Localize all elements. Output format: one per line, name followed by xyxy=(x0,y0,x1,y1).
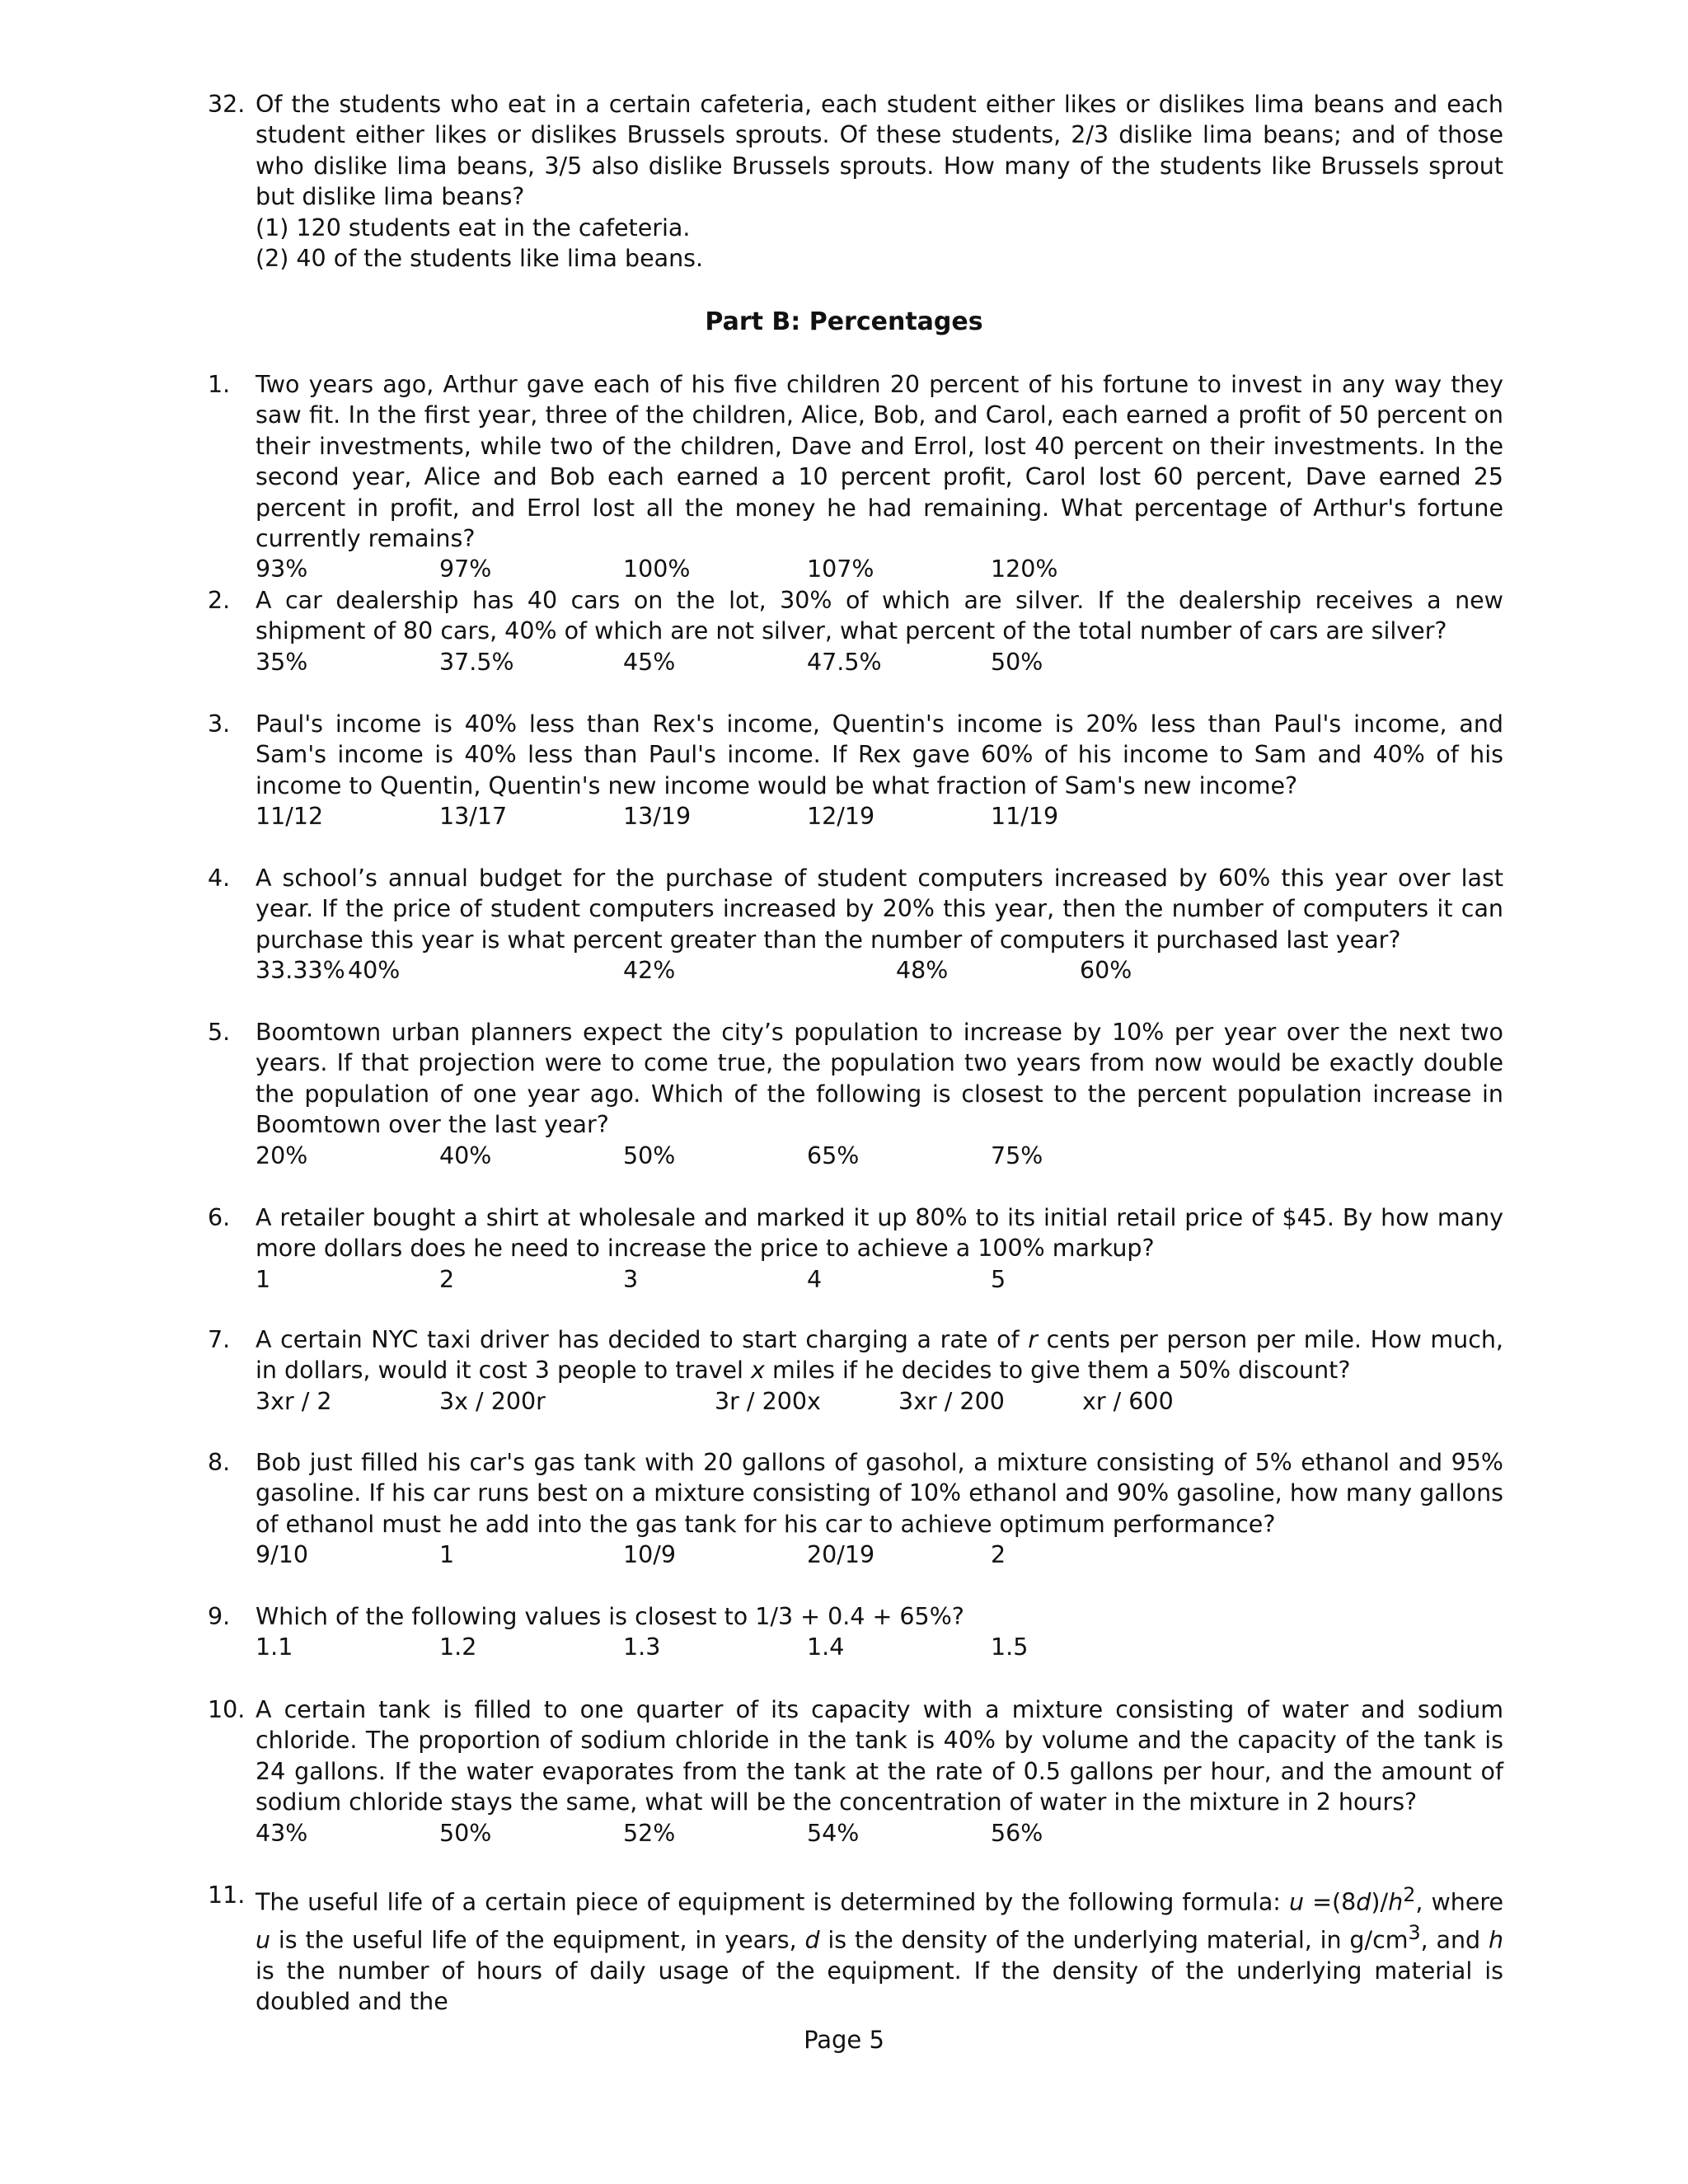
question-3 xyxy=(208,709,1503,832)
exponent: 2 xyxy=(1403,1883,1416,1906)
answer-options xyxy=(256,554,1503,584)
variable-x: x xyxy=(751,1357,765,1385)
answer-options xyxy=(256,1818,1503,1849)
variable-d: d xyxy=(1356,1888,1372,1916)
variable-u: u xyxy=(1288,1888,1305,1916)
question-text: A retailer bought a shirt at wholesale and marked it up 80% to its initial retail price of $45. By how many more dollars does he need to increase the price to achieve a 100% markup? xyxy=(256,1204,1503,1263)
option-c: 13/19 xyxy=(623,803,692,831)
text-segment: cents per person per mile. How much, in dollars, would it cost 3 people to travel xyxy=(256,1326,1503,1385)
option-d: 54% xyxy=(807,1819,860,1847)
option-e: 1.5 xyxy=(991,1633,1029,1661)
variable-h: h xyxy=(1488,1926,1504,1954)
option-d: 107% xyxy=(807,555,874,583)
option-a: 1.1 xyxy=(256,1633,293,1661)
question-number: 2. xyxy=(208,587,231,614)
text-segment: is the density of the underlying material, in g/cm xyxy=(819,1926,1409,1954)
answer-options xyxy=(256,1632,1503,1662)
formula-segment: )/ xyxy=(1371,1888,1389,1916)
question-1 xyxy=(208,369,1503,585)
option-c: 45% xyxy=(623,648,676,676)
option-b: 13/17 xyxy=(439,803,508,831)
option-b: 50% xyxy=(439,1819,492,1847)
question-7 xyxy=(208,1324,1503,1417)
text-segment: The useful life of a certain piece of equipment is determined by the following formula: xyxy=(256,1888,1289,1916)
variable-h: h xyxy=(1388,1888,1404,1916)
option-b: 1.2 xyxy=(439,1633,477,1661)
option-a: 33.33% xyxy=(256,957,345,985)
question-6 xyxy=(208,1202,1503,1295)
option-d: 65% xyxy=(807,1141,860,1169)
question-32 xyxy=(208,89,1503,274)
option-a: 20% xyxy=(256,1141,308,1169)
answer-options xyxy=(256,1540,1503,1570)
text-segment: miles if he decides to give them a 50% discount? xyxy=(764,1357,1351,1385)
option-d: 12/19 xyxy=(807,803,875,831)
option-d: 20/19 xyxy=(807,1541,875,1569)
question-text xyxy=(256,1880,1503,2018)
question-8 xyxy=(208,1447,1503,1571)
question-number: 7. xyxy=(208,1326,231,1353)
exponent: 3 xyxy=(1408,1920,1421,1944)
option-e: 120% xyxy=(991,555,1058,583)
answer-options xyxy=(256,647,1503,677)
option-a: 11/12 xyxy=(256,803,324,831)
question-number: 4. xyxy=(208,865,231,892)
option-e: 60% xyxy=(1080,957,1132,985)
question-text: Paul's income is 40% less than Rex's income, Quentin's income is 20% less than Paul's income, and Sam's income is 40% less than Paul's income. If Rex gave 60% of his income to Sam and 40% of his income to Quentin, Quentin's new income would be what fraction of Sam's new income? xyxy=(256,710,1503,799)
option-c: 3r / 200x xyxy=(715,1387,821,1415)
option-b: 3x / 200r xyxy=(439,1387,546,1415)
answer-options xyxy=(256,801,1503,832)
question-5 xyxy=(208,1017,1503,1171)
option-e: 2 xyxy=(991,1541,1006,1569)
text-segment: , and xyxy=(1420,1926,1489,1954)
option-a: 1 xyxy=(256,1265,271,1293)
option-e: 75% xyxy=(991,1141,1043,1169)
question-number: 9. xyxy=(208,1603,231,1630)
option-b: 40% xyxy=(348,957,401,985)
variable-u: u xyxy=(256,1926,271,1954)
question-text: A car dealership has 40 cars on the lot, 30% of which are silver. If the dealership receives a new shipment of 80 cars, 40% of which are not silver, what percent of the total number of cars are silver? xyxy=(256,587,1503,645)
question-10 xyxy=(208,1694,1503,1849)
question-text xyxy=(256,1324,1503,1386)
option-e: 5 xyxy=(991,1265,1006,1293)
option-c: 1.3 xyxy=(623,1633,661,1661)
option-d: 3xr / 200 xyxy=(898,1387,1005,1415)
option-c: 52% xyxy=(623,1819,676,1847)
question-text: A certain tank is filled to one quarter of its capacity with a mixture consisting of water and sodium chloride. The proportion of sodium chloride in the tank is 40% by volume and the capacity of the tank is 24 gallons. If the water evaporates from the tank at the rate of 0.5 gallons per hour, and the amount of sodium chloride stays the same, what will be the concentration of water in the mixture in 2 hours? xyxy=(256,1696,1503,1816)
option-c: 10/9 xyxy=(623,1541,676,1569)
question-text: A school’s annual budget for the purchase of student computers increased by 60% this year over last year. If the price of student computers increased by 20% this year, then the number of computers it can purchase this year is what percent greater than the number of computers it purchased last year? xyxy=(256,865,1503,954)
variable-r: r xyxy=(1028,1326,1038,1353)
answer-options xyxy=(256,1141,1503,1171)
option-e: 50% xyxy=(991,648,1043,676)
option-b: 97% xyxy=(439,555,492,583)
option-a: 3xr / 2 xyxy=(256,1387,332,1415)
option-c: 42% xyxy=(623,957,676,985)
question-9 xyxy=(208,1601,1503,1663)
text-segment: is the useful life of the equipment, in years, xyxy=(270,1926,805,1954)
option-b: 37.5% xyxy=(439,648,514,676)
option-b: 1 xyxy=(439,1541,455,1569)
variable-d: d xyxy=(804,1926,820,1954)
answer-options xyxy=(256,1386,1503,1417)
statement-1: (1) 120 students eat in the cafeteria. xyxy=(256,213,691,241)
option-e: 11/19 xyxy=(991,803,1059,831)
question-4 xyxy=(208,863,1503,987)
question-text: Boomtown urban planners expect the city’s population to increase by 10% per year over the next two years. If that projection were to come true, the population two years from now would be exactly double the population of one year ago. Which of the following is closest to the percent population increase in Boomtown over the last year? xyxy=(256,1019,1503,1139)
question-number: 3. xyxy=(208,710,231,738)
option-d: 1.4 xyxy=(807,1633,845,1661)
question-text: Two years ago, Arthur gave each of his five children 20 percent of his fortune to invest in any way they saw fit. In the first year, three of the children, Alice, Bob, and Carol, each earned a profit of 50 percent on their investments, while two of the children, Dave and Errol, lost 40 percent on their investments. In the second year, Alice and Bob each earned a 10 percent profit, Carol lost 60 percent, Dave earned 25 percent in profit, and Errol lost all the money he had remaining. What percentage of Arthur's fortune currently remains? xyxy=(256,371,1503,553)
option-d: 4 xyxy=(807,1265,823,1293)
section-title: Part B: Percentages xyxy=(705,307,983,336)
option-e: 56% xyxy=(991,1819,1043,1847)
question-number: 1. xyxy=(208,371,231,398)
option-c: 100% xyxy=(623,555,691,583)
question-text: Which of the following values is closest to 1/3 + 0.4 + 65%? xyxy=(256,1603,964,1630)
statement-2: (2) 40 of the students like lima beans. xyxy=(256,245,704,273)
question-number: 6. xyxy=(208,1204,231,1231)
option-a: 9/10 xyxy=(256,1541,308,1569)
question-number: 10. xyxy=(208,1696,246,1723)
option-a: 93% xyxy=(256,555,308,583)
formula-segment: =(8 xyxy=(1304,1888,1357,1916)
question-number: 8. xyxy=(208,1449,231,1476)
option-a: 35% xyxy=(256,648,308,676)
answer-options xyxy=(256,1264,1503,1295)
option-c: 50% xyxy=(623,1141,676,1169)
option-d: 47.5% xyxy=(807,648,882,676)
text-segment: A certain NYC taxi driver has decided to start charging a rate of xyxy=(256,1326,1029,1353)
question-2 xyxy=(208,585,1503,677)
question-number: 11. xyxy=(208,1882,246,1909)
option-d: 48% xyxy=(896,957,949,985)
answer-options xyxy=(256,955,1503,986)
option-b: 40% xyxy=(439,1141,492,1169)
question-text: Of the students who eat in a certain cafeteria, each student either likes or dislikes lima beans and each student either likes or dislikes Brussels sprouts. Of these students, 2/3 dislike lima beans; and of those who dislike lima beans, 3/5 also dislike Brussels sprouts. How many of the students like Brussels sprout but dislike lima beans? xyxy=(256,91,1503,211)
question-11 xyxy=(208,1880,1503,2018)
option-b: 2 xyxy=(439,1265,455,1293)
text-segment: , where xyxy=(1415,1888,1503,1916)
question-number: 32. xyxy=(208,91,246,118)
question-text: Bob just filled his car's gas tank with 20 gallons of gasohol, a mixture consisting of 5% ethanol and 95% gasoline. If his car runs best on a mixture consisting of 10% ethanol and 90% gasoline, how many gallons of ethanol must he add into the gas tank for his car to achieve optimum performance? xyxy=(256,1449,1503,1538)
page-number: Page 5 xyxy=(804,2026,884,2054)
option-a: 43% xyxy=(256,1819,308,1847)
text-segment: is the number of hours of daily usage of the equipment. If the density of the underlying material is doubled and the xyxy=(256,1957,1503,2016)
option-e: xr / 600 xyxy=(1082,1387,1174,1415)
option-c: 3 xyxy=(623,1265,639,1293)
question-number: 5. xyxy=(208,1019,231,1046)
